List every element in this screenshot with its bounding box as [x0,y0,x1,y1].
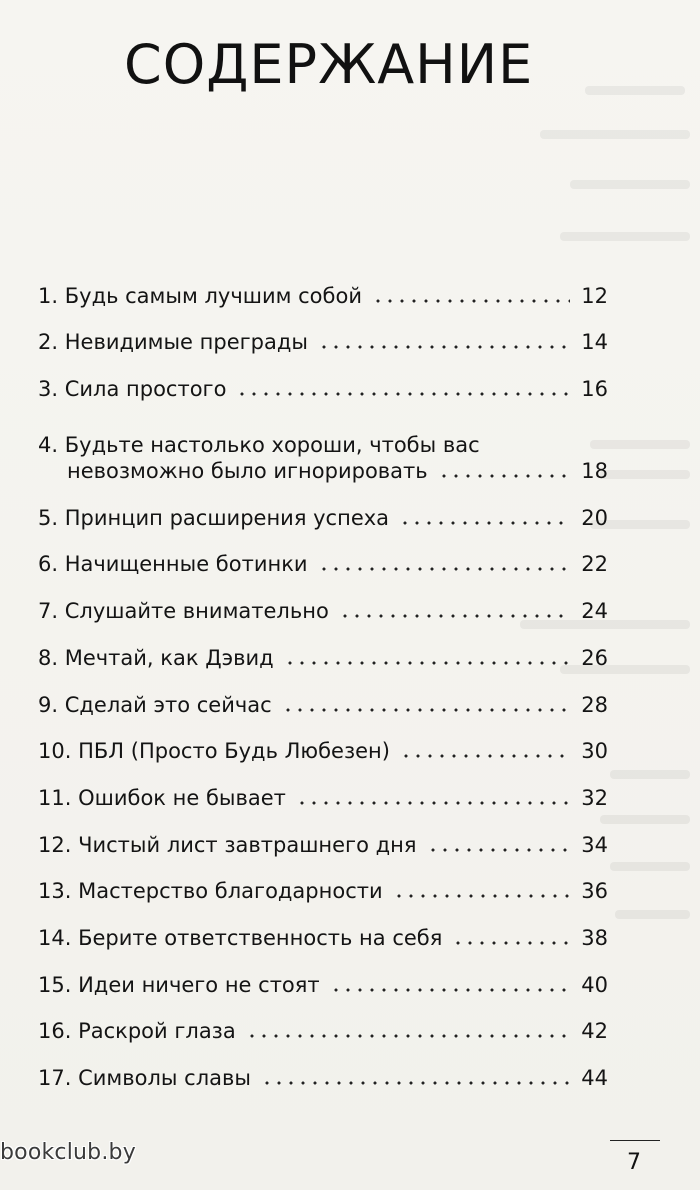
dot-leader [318,345,570,349]
entry-title: Сила простого [64,377,227,402]
toc-entry [38,811,608,858]
entry-page: 26 [581,645,608,670]
entry-page: 16 [581,377,608,402]
dot-leader [261,1081,570,1085]
dot-leader [427,848,571,852]
dot-leader [330,988,570,992]
entry-title: Принцип расширения успеха [64,505,390,530]
entry-title: ПБЛ (Просто Будь Любезен) [78,739,390,764]
toc-entry [38,309,608,356]
toc-entry [38,764,608,811]
dot-leader [339,614,570,618]
page-title: СОДЕРЖАНИЕ [124,33,534,96]
entry-page: 24 [581,599,608,624]
entry-number: 7. [38,599,59,624]
entry-number: 2. [38,330,59,355]
entry-title: Начищенные ботинки [64,552,308,577]
entry-number: 6. [38,552,59,577]
entry-page: 12 [581,283,608,308]
entry-number: 1. [38,283,59,308]
dot-leader [284,661,570,665]
toc-entry [38,402,608,484]
dot-leader [296,801,570,805]
dot-leader [393,894,570,898]
entry-title: Ошибок не бывает [78,785,286,810]
entry-title: Будь самым лучшим собой [64,283,362,308]
entry-page: 32 [581,785,608,810]
entry-page: 28 [581,692,608,717]
toc-entry [38,577,608,624]
entry-page: 14 [581,330,608,355]
table-of-contents [38,262,608,1091]
toc-entry [38,531,608,578]
entry-number: 3. [38,377,59,402]
entry-title: Чистый лист завтрашнего дня [78,832,417,857]
entry-number: 8. [38,645,59,670]
entry-number: 16. [38,1019,72,1044]
toc-entry [38,858,608,905]
entry-number: 12. [38,832,72,857]
toc-entry [38,998,608,1045]
toc-entry [38,355,608,402]
entry-title: Мечтай, как Дэвид [64,645,274,670]
entry-number: 11. [38,785,72,810]
toc-entry [38,624,608,671]
dot-leader [399,521,570,525]
dot-leader [282,708,570,712]
entry-title-line-1: Будьте настолько хороши, чтобы вас [64,433,480,458]
dot-leader [318,567,570,571]
toc-entry [38,951,608,998]
toc-entry [38,484,608,531]
entry-number: 4. [38,433,59,458]
entry-page: 44 [581,1066,608,1090]
entry-title: Раскрой глаза [78,1019,236,1044]
entry-title: Берите ответственность на себя [78,925,443,950]
page-number-rule [610,1140,660,1141]
toc-entry [38,1044,608,1091]
entry-title: Идеи ничего не стоят [78,972,320,997]
dot-leader [438,474,570,478]
entry-page: 30 [581,739,608,764]
entry-page: 42 [581,1019,608,1044]
entry-page: 18 [581,459,608,484]
entry-number: 5. [38,505,59,530]
dot-leader [400,754,570,758]
entry-number: 17. [38,1066,72,1090]
entry-title: Символы славы [78,1066,251,1090]
entry-number: 10. [38,739,72,764]
entry-number: 13. [38,879,72,904]
entry-title: Слушайте внимательно [64,599,329,624]
dot-leader [246,1034,570,1038]
dot-leader [452,941,570,945]
toc-entry [38,718,608,765]
page-number: 7 [627,1150,641,1175]
entry-page: 40 [581,972,608,997]
entry-title-line-2: невозможно было игнорировать [67,459,428,484]
toc-entry [38,671,608,718]
entry-page: 34 [581,832,608,857]
entry-page: 20 [581,505,608,530]
entry-title: Невидимые преграды [64,330,308,355]
entry-title: Сделай это сейчас [64,692,272,717]
entry-title: Мастерство благодарности [78,879,383,904]
toc-entry [38,262,608,309]
entry-page: 38 [581,925,608,950]
toc-entry [38,904,608,951]
entry-number: 15. [38,972,72,997]
watermark-text: bookclub.by [0,1140,136,1165]
entry-page: 22 [581,552,608,577]
dot-leader [372,299,570,303]
entry-number: 9. [38,692,59,717]
entry-page: 36 [581,879,608,904]
entry-number: 14. [38,925,72,950]
dot-leader [236,392,570,396]
